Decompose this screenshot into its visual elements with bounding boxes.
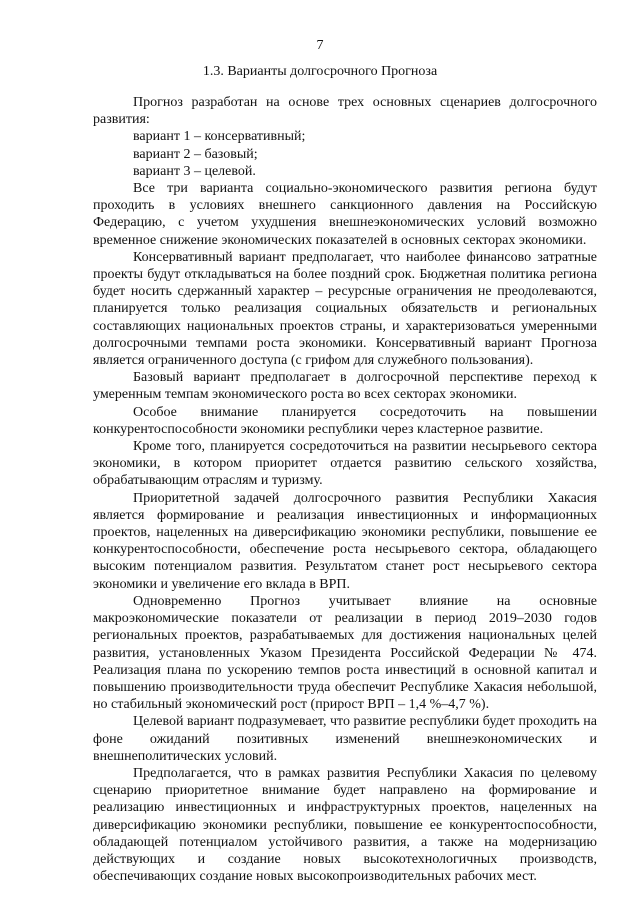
paragraph-base: Базовый вариант предполагает в долгосрочной перспективе переход к умеренным темпам экономического роста во всех секторах экономики.: [93, 370, 597, 403]
paragraph-non-resource: Кроме того, планируется сосредоточиться на развитии несырьевого сектора экономики, в котором приоритет отдается развитию сельского хозяйства, обрабатывающим отраслям и туризму.: [93, 439, 597, 489]
paragraph-clusters: Особое внимание планируется сосредоточить на повышении конкурентоспособности экономики республики через кластерное развитие.: [93, 404, 597, 437]
section-title: 1.3. Варианты долгосрочного Прогноза: [202, 64, 438, 79]
variant-item-3: вариант 3 – целевой.: [133, 163, 256, 179]
page-number: 7: [316, 38, 324, 53]
paragraph-forecast: Одновременно Прогноз учитывает влияние на основные макроэкономические показатели от реализации в период 2019–2030 годов региональных проектов, разрабатываемых для достижения национальных целей развития, установленных Указом Президента Российской Федерации № 474. Реализация плана по ускорению темпов роста инвестиций в основной капитал и повышению производительности труда обеспечит Республике Хакасия небольшой, но стабильный экономический рост (прирост ВРП – 1,4 %–4,7 %).: [93, 593, 597, 713]
paragraph-priority: Приоритетной задачей долгосрочного развития Республики Хакасия является формирование и реализация инвестиционных и информационных проектов, нацеленных на диверсификацию экономики республики, повышение ее конкурентоспособности, обеспечение роста несырьевого сектора, обладающего высоким потенциалом развития. Результатом станет рост несырьевого сектора экономики и увеличение его вклада в ВРП.: [93, 490, 597, 592]
paragraph-intro: Прогноз разработан на основе трех основных сценариев долгосрочного развития:: [93, 95, 597, 128]
variant-item-1: вариант 1 – консервативный;: [133, 129, 306, 145]
paragraph-target-details: Предполагается, что в рамках развития Республики Хакасия по целевому сценарию приоритетное внимание будет направлено на формирование и реализацию инвестиционных и инфраструктурных проектов, нацеленных на диверсификацию экономики республики, повышение ее конкурентоспособности, обладающей потенциалом устойчивого развития, а также на модернизацию действующих и создание новых высокотехнологичных производств, обеспечивающих создание новых высокопроизводительных рабочих мест.: [93, 765, 597, 885]
variant-item-2: вариант 2 – базовый;: [133, 146, 258, 162]
paragraph-conservative: Консервативный вариант предполагает, что наиболее финансово затратные проекты будут откладываться на более поздний срок. Бюджетная политика региона будет носить сдержанный характер – ресурсные ограничения не преодолеваются, планируется только реализация социальных обязательств и региональных составляющих национальных проектов страны, и характеризоваться умеренными долгосрочными темпами роста экономики. Консервативный вариант Прогноза является ограниченного доступа (с грифом для служебного пользования).: [93, 249, 597, 369]
paragraph-target: Целевой вариант подразумевает, что развитие республики будет проходить на фоне ожиданий позитивных изменений внешнеэкономических и внешнеполитических условий.: [93, 714, 597, 764]
paragraph-sanctions: Все три варианта социально-экономического развития региона будут проходить в условиях внешнего санкционного давления на Российскую Федерацию, с учетом ухудшения внешнеэкономических условий возможно временное снижение экономических показателей в основных секторах экономики.: [93, 181, 597, 248]
body-text: [93, 94, 597, 885]
